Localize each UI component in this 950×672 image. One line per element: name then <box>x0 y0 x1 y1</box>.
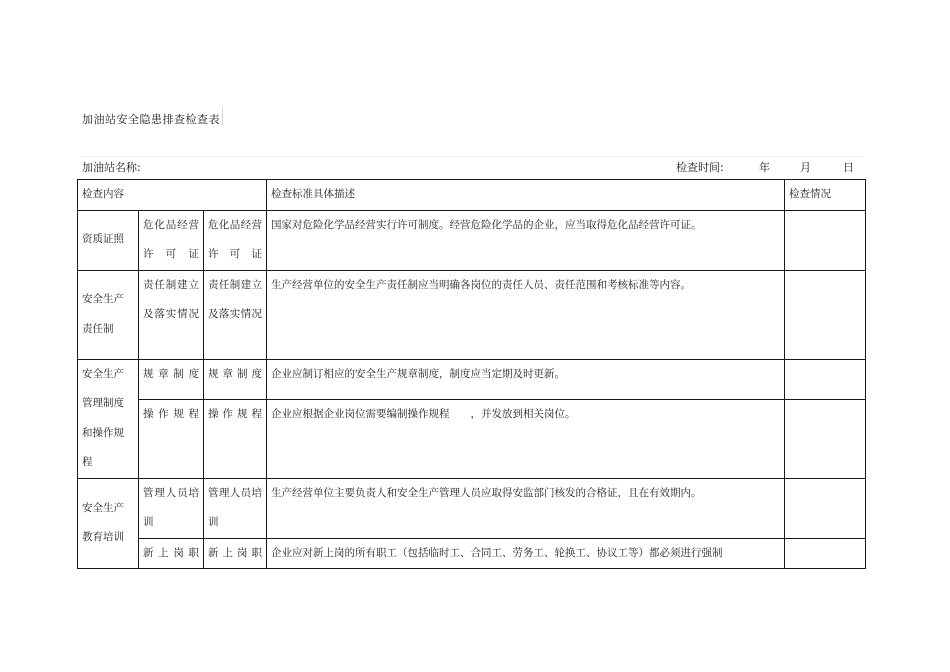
row-category: 资质证照 <box>78 210 139 270</box>
table-row <box>78 538 866 569</box>
table-row <box>78 399 866 478</box>
row-description: 企业应制订相应的安全生产规章制度，制度应当定期及时更新。 <box>267 359 785 399</box>
table-header-row <box>78 180 866 211</box>
table-row <box>78 359 866 399</box>
row-description: 企业应对新上岗的所有职工（包括临时工、合同工、劳务工、轮换工、协议工等）都必须进行强制 <box>267 538 785 569</box>
row-description: 国家对危险化学品经营实行许可制度。经营危险化学品的企业，应当取得危化品经营许可证。 <box>267 210 785 270</box>
date-month-label: 月 <box>800 161 811 174</box>
row-result <box>785 399 866 478</box>
inspection-date-label: 检查时间: <box>676 161 724 174</box>
table-row <box>78 270 866 359</box>
row-result <box>785 478 866 538</box>
row-subitem: 新上岗职 <box>204 538 267 569</box>
row-result <box>785 538 866 569</box>
row-subitem: 规章制度 <box>204 359 267 399</box>
inspection-table <box>77 179 866 569</box>
row-category: 安全生产责任制 <box>78 270 139 359</box>
row-subitem: 责任制建立及落实情况 <box>204 270 267 359</box>
header-rule <box>80 156 864 157</box>
row-item: 危化品经营许可证 <box>139 210 204 270</box>
row-description: 生产经营单位的安全生产责任制应当明确各岗位的责任人员、责任范围和考核标准等内容。 <box>267 270 785 359</box>
row-description: 生产经营单位主要负责人和安全生产管理人员应取得安监部门核发的合格证，且在有效期内。 <box>267 478 785 538</box>
row-item: 管理人员培训 <box>139 478 204 538</box>
station-name-label: 加油站名称: <box>82 161 141 174</box>
row-subitem: 危化品经营许可证 <box>204 210 267 270</box>
table-row <box>78 210 866 270</box>
row-category: 安全生产管理制度和操作规程 <box>78 359 139 478</box>
row-subitem: 操作规程 <box>204 399 267 478</box>
date-year-label: 年 <box>759 161 770 174</box>
row-item: 规章制度 <box>139 359 204 399</box>
table-row <box>78 478 866 538</box>
row-result <box>785 270 866 359</box>
row-subitem: 管理人员培训 <box>204 478 267 538</box>
title-marker <box>222 108 223 125</box>
date-day-label: 日 <box>843 161 854 174</box>
header-result: 检查情况 <box>785 180 866 211</box>
row-item: 责任制建立及落实情况 <box>139 270 204 359</box>
row-description: 企业应根据企业岗位需要编制操作规程 ，并发放到相关岗位。 <box>267 399 785 478</box>
header-content: 检查内容 <box>78 180 267 211</box>
row-result <box>785 359 866 399</box>
header-standard: 检查标准具体描述 <box>267 180 785 211</box>
row-category: 安全生产教育培训 <box>78 478 139 569</box>
row-result <box>785 210 866 270</box>
row-item: 操作规程 <box>139 399 204 478</box>
row-item: 新上岗职 <box>139 538 204 569</box>
document-title: 加油站安全隐患排查检查表 <box>82 113 220 126</box>
